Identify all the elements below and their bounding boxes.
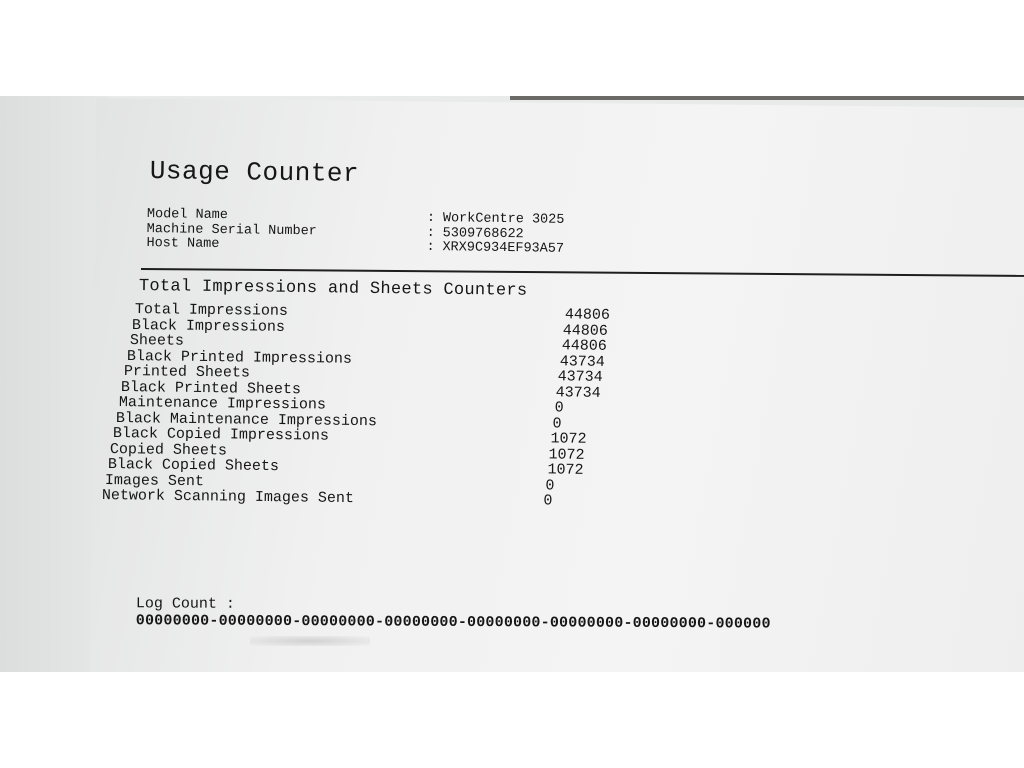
- info-colon: :: [426, 210, 436, 227]
- counter-value: 1072: [550, 430, 587, 448]
- section-divider: [141, 268, 1024, 277]
- counter-value: 43734: [557, 368, 603, 386]
- counter-value: 43734: [559, 352, 605, 371]
- counter-label: Black Copied Impressions: [112, 425, 330, 445]
- counter-label: Total Impressions: [134, 301, 289, 320]
- counter-label: Copied Sheets: [110, 440, 228, 459]
- counter-label: Black Copied Sheets: [107, 456, 279, 476]
- counter-label: Printed Sheets: [123, 363, 251, 382]
- log-count-label: Log Count :: [135, 595, 235, 613]
- document-content: [0, 96, 1024, 672]
- section-title: Total Impressions and Sheets Counters: [138, 277, 528, 301]
- counter-label: Black Maintenance Impressions: [115, 409, 377, 430]
- counter-value: 43734: [555, 383, 602, 402]
- photo-background: [0, 96, 1024, 672]
- counter-value: 0: [552, 414, 562, 432]
- counter-value: 44806: [561, 337, 607, 355]
- info-colon: :: [426, 239, 435, 256]
- counter-label: Images Sent: [104, 471, 204, 490]
- counter-value: 1072: [546, 461, 584, 479]
- paper-smudge: [250, 636, 370, 646]
- counter-label: Maintenance Impressions: [118, 394, 326, 414]
- log-count-line: [82, 578, 771, 650]
- info-value: XRX9C934EF93A57: [442, 240, 565, 257]
- info-value: WorkCentre 3025: [442, 211, 565, 228]
- counter-value: 44806: [564, 306, 610, 324]
- counter-label: Black Printed Sheets: [121, 378, 302, 398]
- counter-value: 44806: [562, 321, 609, 340]
- counter-label: Network Scanning Images Sent: [101, 487, 355, 508]
- device-info: [146, 208, 564, 257]
- info-label: Host Name: [146, 235, 220, 253]
- counter-label: Black Impressions: [132, 316, 286, 336]
- info-label: Machine Serial Number: [146, 221, 317, 239]
- counter-label: Sheets: [129, 332, 184, 350]
- info-row-host: [146, 237, 564, 257]
- counter-value: 0: [554, 399, 564, 417]
- counter-value: 0: [543, 492, 553, 510]
- counter-label: Black Printed Impressions: [126, 347, 352, 368]
- log-count-value: 00000000-00000000-00000000-00000000-00000000-00000000-00000000-000000: [135, 612, 771, 633]
- counter-value: 0: [545, 476, 555, 494]
- info-colon: :: [426, 225, 435, 241]
- document-title: Usage Counter: [149, 156, 360, 189]
- info-value: 5309768622: [442, 225, 524, 242]
- counter-value: 1072: [548, 445, 585, 464]
- info-label: Model Name: [146, 207, 229, 224]
